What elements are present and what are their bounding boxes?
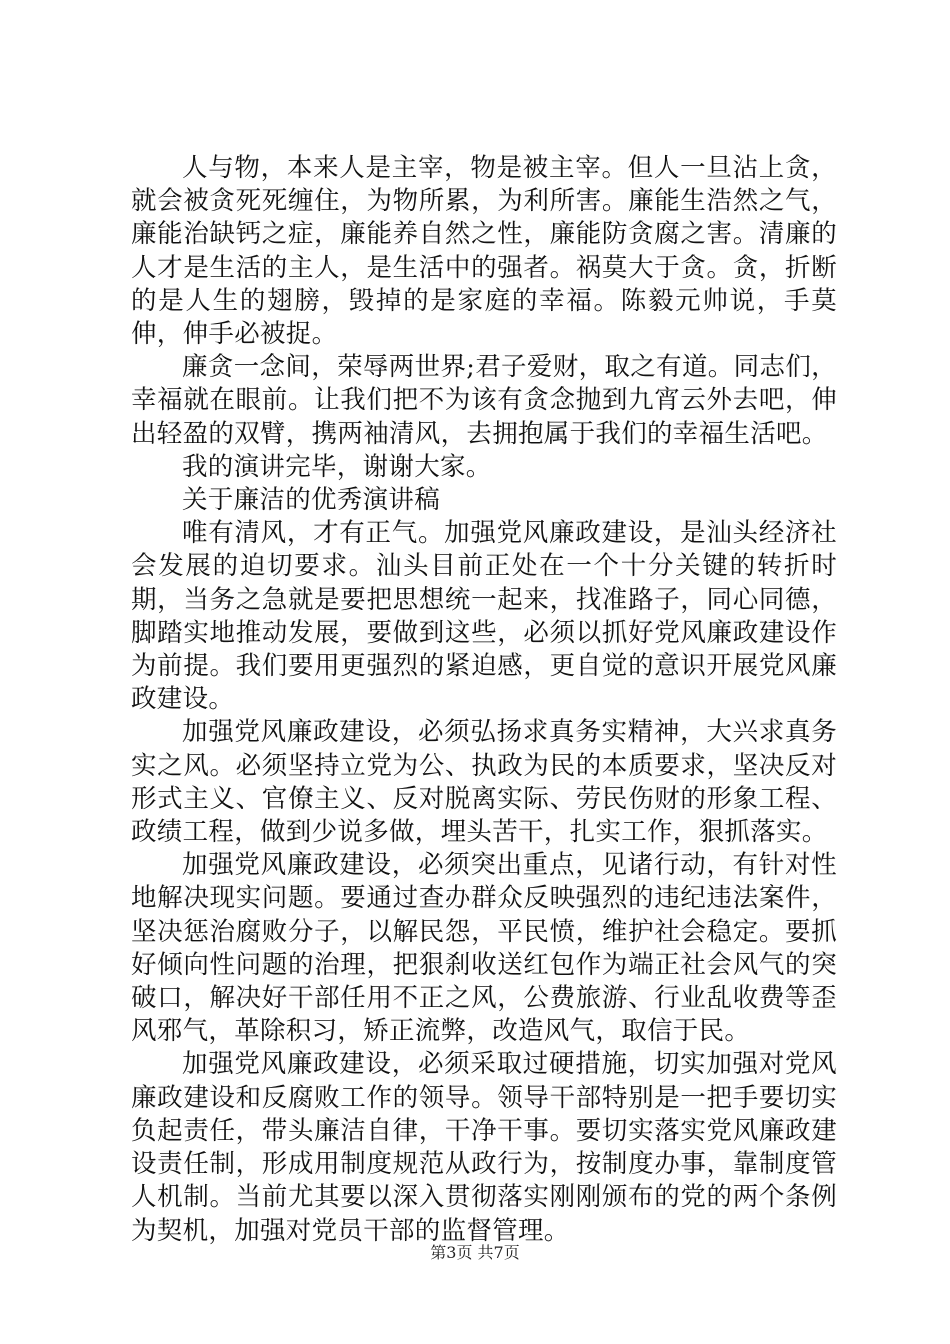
paragraph: 加强党风廉政建设，必须突出重点，见诸行动，有针对性地解决现实问题。要通过查办群众反映强烈的违纪违法案件，坚决惩治腐败分子，以解民怨，平民愤，维护社会稳定。要抓好倾向性问题的治理，把狠刹收送红包作为端正社会风气的突破口，解决好干部任用不正之风，公费旅游、行业乱收费等歪风邪气，革除积习，矫正流弊，改造风气，取信于民。 <box>131 850 837 1047</box>
paragraph: 廉贪一念间，荣辱两世界;君子爱财，取之有道。同志们，幸福就在眼前。让我们把不为该有贪念抛到九宵云外去吧，伸出轻盈的双臂，携两袖清风，去拥抱属于我们的幸福生活吧。 <box>131 352 837 449</box>
paragraph: 我的演讲完毕，谢谢大家。 <box>182 451 492 482</box>
document-body <box>131 152 837 1248</box>
page-number-footer: 第3页 共7页 <box>430 1243 520 1262</box>
paragraph: 唯有清风，才有正气。加强党风廉政建设，是汕头经济社会发展的迫切要求。汕头目前正处在一个十分关键的转折时期，当务之急就是要把思想统一起来，找准路子，同心同德，脚踏实地推动发展，要做到这些，必须以抓好党风廉政建设作为前提。我们要用更强烈的紧迫感，更自觉的意识开展党风廉政建设。 <box>131 518 837 715</box>
paragraph: 加强党风廉政建设，必须弘扬求真务实精神，大兴求真务实之风。必须坚持立党为公、执政为民的本质要求，坚决反对形式主义、官僚主义、反对脱离实际、劳民伤财的形象工程、政绩工程，做到少说多做，埋头苦干，扎实工作，狠抓落实。 <box>131 717 837 848</box>
paragraph: 加强党风廉政建设，必须采取过硬措施，切实加强对党风廉政建设和反腐败工作的领导。领导干部特别是一把手要切实负起责任，带头廉洁自律，干净干事。要切实落实党风廉政建设责任制，形成用制度规范从政行为，按制度办事，靠制度管人机制。当前尤其要以深入贯彻落实刚刚颁布的党的两个条例为契机，加强对党员干部的监督管理。 <box>131 1049 837 1246</box>
section-heading: 关于廉洁的优秀演讲稿 <box>182 485 441 516</box>
paragraph: 人与物，本来人是主宰，物是被主宰。但人一旦沾上贪，就会被贪死死缠住，为物所累，为利所害。廉能生浩然之气，廉能治缺钙之症，廉能养自然之性，廉能防贪腐之害。清廉的人才是生活的主人，是生活中的强者。祸莫大于贪。贪，折断的是人生的翅膀，毁掉的是家庭的幸福。陈毅元帅说，手莫伸，伸手必被捉。 <box>131 153 837 350</box>
